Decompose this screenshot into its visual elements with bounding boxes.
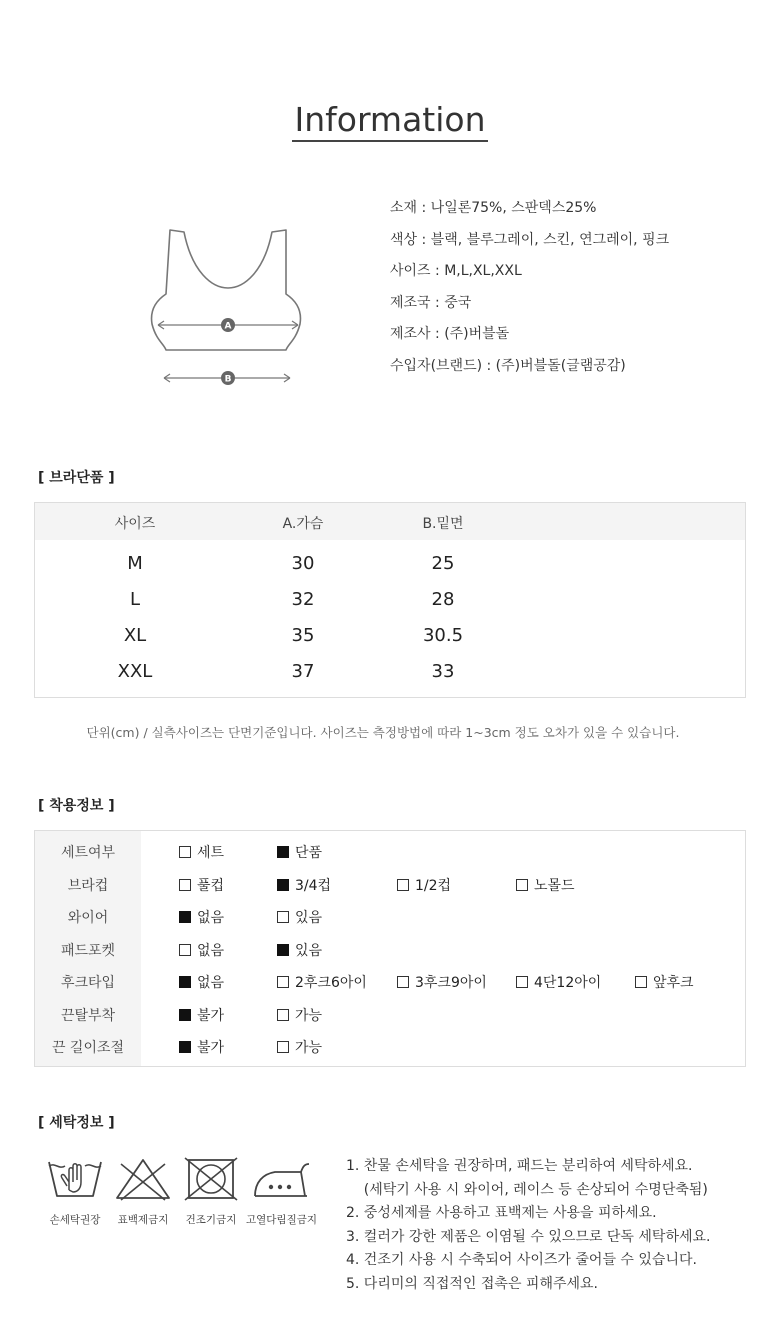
svg-text:B: B — [224, 374, 232, 385]
checkbox-unchecked-icon — [179, 944, 191, 956]
option-single[interactable]: 단품 — [277, 837, 322, 869]
wash-icon-item — [108, 1156, 178, 1227]
checkbox-unchecked-icon — [277, 1009, 289, 1021]
option-front-hook[interactable]: 앞후크 — [635, 967, 694, 999]
option-wire-yes[interactable]: 있음 — [277, 902, 322, 934]
checkbox-checked-icon — [179, 1041, 191, 1053]
option-hook-4x12[interactable]: 4단12아이 — [516, 967, 601, 999]
fit-row-strap-detach — [35, 1000, 747, 1032]
fit-row-strap-adjust — [35, 1032, 747, 1064]
option-set[interactable]: 세트 — [179, 837, 224, 869]
checkbox-unchecked-icon — [397, 879, 409, 891]
option-half-cup[interactable]: 1/2컵 — [397, 870, 451, 902]
spec-material: 소재 : 나일론75%, 스판덱스25% — [390, 200, 597, 216]
fit-row-label: 브라컵 — [67, 877, 109, 894]
option-three-quarter-cup[interactable]: 3/4컵 — [277, 870, 331, 902]
spec-sizes: 사이즈 : M,L,XL,XXL — [390, 263, 522, 279]
spec-manufacturer: 제조사 : (주)버블돌 — [390, 326, 510, 342]
no-bleach-icon — [113, 1156, 173, 1202]
option-strap-adjust-yes[interactable]: 가능 — [277, 1032, 322, 1064]
hand-wash-icon — [45, 1156, 105, 1202]
wash-instruction-line: 5. 다리미의 직접적인 접촉은 피해주세요. — [346, 1275, 598, 1292]
fit-row-pad-pocket — [35, 935, 747, 967]
fit-row-label: 패드포켓 — [60, 942, 116, 959]
no-tumble-dry-icon — [181, 1156, 241, 1202]
bra-diagram — [148, 222, 308, 392]
wash-instruction-line: 4. 건조기 사용 시 수축되어 사이즈가 줄어들 수 있습니다. — [346, 1252, 697, 1268]
fit-row-wire — [35, 902, 747, 934]
wash-section-title: [ 세탁정보 ] — [38, 1115, 115, 1131]
wash-instruction-line: 3. 컬러가 강한 제품은 이염될 수 있으므로 단독 세탁하세요. — [346, 1228, 711, 1245]
wash-icon-label: 고열다림질금지 — [246, 1214, 318, 1226]
wash-icon-label: 손세탁권장 — [49, 1214, 101, 1226]
wash-icon-item — [40, 1156, 110, 1227]
checkbox-checked-icon — [277, 944, 289, 956]
checkbox-unchecked-icon — [397, 976, 409, 988]
option-full-cup[interactable]: 풀컵 — [179, 870, 224, 902]
wash-icon-label: 건조기금지 — [185, 1214, 237, 1226]
option-no-mold[interactable]: 노몰드 — [516, 870, 575, 902]
wash-instruction-line: (세탁기 사용 시 와이어, 레이스 등 손상되어 수명단축됨) — [346, 1181, 708, 1198]
wash-icon-item — [246, 1156, 316, 1227]
fit-row-hook — [35, 967, 747, 999]
bottom-cell: 30.5 — [422, 625, 464, 646]
fit-row-label: 끈탈부착 — [60, 1007, 116, 1024]
option-hook-3x9[interactable]: 3후크9아이 — [397, 967, 487, 999]
size-cell: XL — [123, 625, 147, 646]
fit-section-title: [ 착용정보 ] — [38, 798, 115, 814]
option-hook-2x6[interactable]: 2후크6아이 — [277, 967, 367, 999]
fit-table — [34, 830, 746, 1067]
option-hook-none[interactable]: 없음 — [179, 967, 224, 999]
checkbox-checked-icon — [179, 1009, 191, 1021]
checkbox-checked-icon — [277, 879, 289, 891]
product-specs — [390, 197, 669, 386]
marker-a — [221, 318, 235, 332]
size-cell: M — [127, 553, 143, 574]
fit-row-label: 끈 길이조절 — [51, 1040, 125, 1056]
bottom-cell: 28 — [431, 589, 455, 610]
option-pad-none[interactable]: 없음 — [179, 935, 224, 967]
option-strap-detach-no[interactable]: 불가 — [179, 1000, 224, 1032]
wash-icon-label: 표백제금지 — [117, 1214, 169, 1226]
fit-row-label: 세트여부 — [60, 845, 116, 861]
option-wire-none[interactable]: 없음 — [179, 902, 224, 934]
header-chest: A.가슴 — [282, 516, 324, 532]
header-bottom: B.밑면 — [422, 516, 464, 532]
svg-text:A: A — [224, 321, 232, 332]
option-strap-detach-yes[interactable]: 가능 — [277, 1000, 322, 1032]
spec-color: 색상 : 블랙, 블루그레이, 스킨, 연그레이, 핑크 — [390, 231, 670, 248]
checkbox-unchecked-icon — [516, 976, 528, 988]
chest-cell: 32 — [291, 589, 315, 610]
wash-instructions — [346, 1156, 710, 1297]
option-pad-yes[interactable]: 있음 — [277, 935, 322, 967]
bottom-cell: 33 — [431, 661, 455, 682]
checkbox-unchecked-icon — [179, 879, 191, 891]
iron-high-heat-icon — [249, 1156, 313, 1202]
size-table — [34, 502, 746, 698]
checkbox-unchecked-icon — [277, 1041, 289, 1053]
size-cell: XXL — [117, 661, 153, 682]
fit-row-label: 후크타입 — [60, 975, 116, 991]
fit-row-set — [35, 837, 747, 869]
chest-cell: 30 — [291, 553, 315, 574]
checkbox-unchecked-icon — [277, 911, 289, 923]
spec-country: 제조국 : 중국 — [390, 294, 472, 311]
bottom-cell: 25 — [431, 553, 455, 574]
size-section-title: [ 브라단품 ] — [38, 470, 115, 486]
option-strap-adjust-no[interactable]: 불가 — [179, 1032, 224, 1064]
header-size: 사이즈 — [114, 516, 156, 532]
checkbox-unchecked-icon — [277, 976, 289, 988]
page-title: Information — [0, 100, 780, 142]
checkbox-checked-icon — [277, 846, 289, 858]
wash-instruction-line: 2. 중성세제를 사용하고 표백제는 사용을 피하세요. — [346, 1205, 657, 1221]
checkbox-checked-icon — [179, 911, 191, 923]
checkbox-unchecked-icon — [635, 976, 647, 988]
size-table-header — [35, 503, 745, 540]
size-note: 단위(cm) / 실측사이즈는 단면기준입니다. 사이즈는 측정방법에 따라 1~3cm 정도 오차가 있을 수 있습니다. — [86, 725, 680, 740]
checkbox-checked-icon — [179, 976, 191, 988]
wash-instruction-line: 1. 찬물 손세탁을 권장하며, 패드는 분리하여 세탁하세요. — [346, 1158, 693, 1174]
wash-icons — [40, 1156, 330, 1236]
fit-row-cup — [35, 870, 747, 902]
chest-cell: 35 — [291, 625, 315, 646]
chest-cell: 37 — [291, 661, 315, 682]
size-cell: L — [129, 589, 141, 610]
marker-b — [221, 371, 235, 385]
checkbox-unchecked-icon — [516, 879, 528, 891]
wash-icon-item — [176, 1156, 246, 1227]
checkbox-unchecked-icon — [179, 846, 191, 858]
fit-row-label: 와이어 — [67, 910, 109, 926]
spec-importer: 수입자(브랜드) : (주)버블돌(글램공감) — [390, 357, 626, 374]
